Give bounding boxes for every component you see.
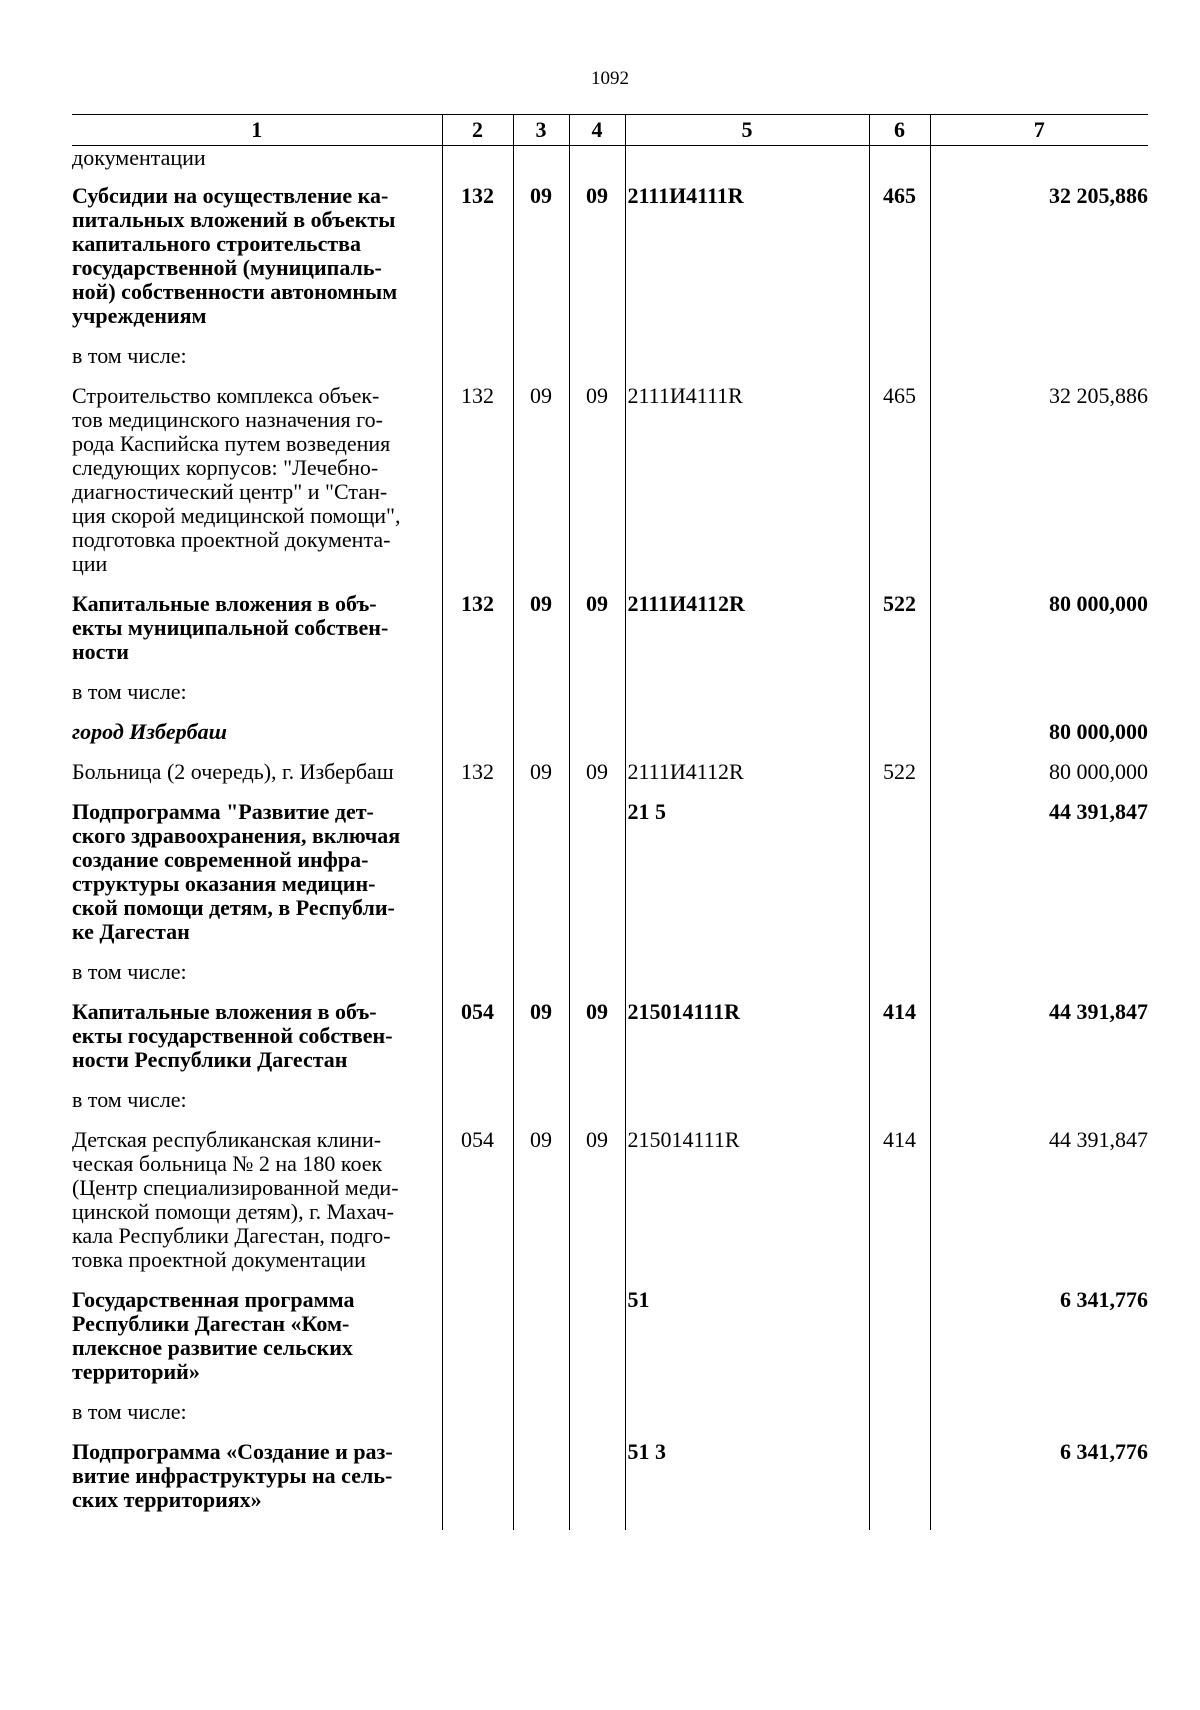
row-expense-type [869, 1400, 930, 1440]
row-name-line: Капитальные вложения в объ- [72, 591, 377, 616]
row-name-line: в том числе: [72, 679, 187, 704]
row-subsection: 09 [569, 384, 625, 592]
row-name [72, 592, 442, 680]
row-name [72, 1000, 442, 1088]
row-amount [930, 1400, 1148, 1440]
row-name-line: территорий» [72, 1359, 200, 1384]
row-admin-code [442, 800, 513, 960]
row-section [513, 680, 569, 720]
row-target-article [625, 1088, 869, 1128]
row-subsection: 09 [569, 592, 625, 680]
row-section [513, 1288, 569, 1400]
table-row [72, 146, 1148, 185]
row-admin-code [442, 1440, 513, 1530]
row-name-line: тов медицинского назначения го- [72, 407, 383, 432]
row-section: 09 [513, 592, 569, 680]
row-admin-code [442, 344, 513, 384]
table-row [72, 960, 1148, 1000]
row-expense-type [869, 960, 930, 1000]
row-expense-type [869, 1088, 930, 1128]
row-admin-code: 132 [442, 592, 513, 680]
row-admin-code [442, 720, 513, 760]
row-section [513, 146, 569, 185]
row-subsection [569, 720, 625, 760]
row-name [72, 1440, 442, 1530]
row-target-article [625, 146, 869, 185]
page-number: 1092 [591, 68, 629, 89]
row-expense-type: 522 [869, 760, 930, 800]
row-subsection [569, 680, 625, 720]
row-name-line: диагностический центр" и "Стан- [72, 479, 388, 504]
row-name [72, 1400, 442, 1440]
row-name-line: рода Каспийска путем возведения [72, 431, 391, 456]
row-name-line: витие инфраструктуры на сель- [72, 1463, 393, 1488]
row-amount: 80 000,000 [930, 720, 1148, 760]
table-row [72, 592, 1148, 680]
budget-table [72, 114, 1148, 1530]
column-header-5: 5 [625, 115, 869, 146]
row-subsection: 09 [569, 760, 625, 800]
row-expense-type [869, 1440, 930, 1530]
row-amount [930, 1088, 1148, 1128]
row-name [72, 184, 442, 344]
row-amount: 44 391,847 [930, 1128, 1148, 1288]
row-name-line: плексное развитие сельских [72, 1335, 353, 1360]
row-target-article: 51 [625, 1288, 869, 1400]
row-admin-code: 132 [442, 760, 513, 800]
row-name-line: ческая больница № 2 на 180 коек [72, 1151, 383, 1176]
row-admin-code [442, 1088, 513, 1128]
row-subsection: 09 [569, 184, 625, 344]
row-amount: 32 205,886 [930, 384, 1148, 592]
row-name-line: питальных вложений в объекты [72, 207, 396, 232]
row-amount: 44 391,847 [930, 1000, 1148, 1088]
row-name-line: Республики Дагестан «Ком- [72, 1311, 350, 1336]
row-name-line: в том числе: [72, 1399, 187, 1424]
row-subsection [569, 960, 625, 1000]
table-row [72, 1128, 1148, 1288]
row-amount: 80 000,000 [930, 592, 1148, 680]
row-admin-code [442, 1400, 513, 1440]
row-section: 09 [513, 760, 569, 800]
row-expense-type: 465 [869, 384, 930, 592]
row-name-line: ности Республики Дагестан [72, 1047, 348, 1072]
row-name-line: Подпрограмма "Развитие дет- [72, 799, 374, 824]
row-expense-type [869, 720, 930, 760]
row-target-article [625, 344, 869, 384]
row-amount: 6 341,776 [930, 1440, 1148, 1530]
table-row [72, 800, 1148, 960]
row-expense-type [869, 680, 930, 720]
row-section: 09 [513, 184, 569, 344]
row-name [72, 680, 442, 720]
row-section [513, 800, 569, 960]
row-section [513, 1440, 569, 1530]
row-target-article: 21 5 [625, 800, 869, 960]
row-name-line: ции [72, 551, 108, 576]
row-target-article [625, 680, 869, 720]
row-name-line: ского здравоохранения, включая [72, 823, 401, 848]
row-name-line: Больница (2 очередь), г. Избербаш [72, 759, 394, 784]
row-subsection [569, 344, 625, 384]
row-name-line: структуры оказания медицин- [72, 871, 376, 896]
row-admin-code: 132 [442, 184, 513, 344]
row-name-line: следующих корпусов: "Лечебно- [72, 455, 379, 480]
row-name [72, 1128, 442, 1288]
table-row [72, 344, 1148, 384]
row-section [513, 1088, 569, 1128]
row-target-article: 2111И4111R [625, 184, 869, 344]
row-amount [930, 960, 1148, 1000]
row-target-article: 2111И4112R [625, 760, 869, 800]
row-target-article [625, 1400, 869, 1440]
row-expense-type [869, 344, 930, 384]
row-name-line: учреждениям [72, 303, 207, 328]
row-section: 09 [513, 1128, 569, 1288]
row-name-line: создание современной инфра- [72, 847, 369, 872]
row-target-article: 51 3 [625, 1440, 869, 1530]
row-expense-type: 465 [869, 184, 930, 344]
row-target-article [625, 720, 869, 760]
row-name-line: в том числе: [72, 1087, 187, 1112]
row-name-line: капитального строительства [72, 231, 362, 256]
row-target-article [625, 960, 869, 1000]
row-name [72, 720, 442, 760]
table-body [72, 146, 1148, 1531]
row-amount [930, 146, 1148, 185]
row-name-line: (Центр специализированной меди- [72, 1175, 399, 1200]
row-amount [930, 680, 1148, 720]
row-section [513, 1400, 569, 1440]
row-subsection [569, 1088, 625, 1128]
row-subsection [569, 1400, 625, 1440]
row-amount: 6 341,776 [930, 1288, 1148, 1400]
row-name-line: государственной (муниципаль- [72, 255, 382, 280]
row-amount: 44 391,847 [930, 800, 1148, 960]
row-admin-code: 054 [442, 1128, 513, 1288]
column-header-1: 1 [72, 115, 442, 146]
row-expense-type [869, 800, 930, 960]
row-name [72, 146, 442, 185]
row-amount: 80 000,000 [930, 760, 1148, 800]
row-target-article: 215014111R [625, 1000, 869, 1088]
row-expense-type: 522 [869, 592, 930, 680]
row-name-line: документации [72, 145, 206, 170]
row-admin-code [442, 680, 513, 720]
row-name-line: екты муниципальной собствен- [72, 615, 389, 640]
row-name-line: ской помощи детям, в Республи- [72, 895, 395, 920]
row-name [72, 384, 442, 592]
row-name-line: ских территориях» [72, 1487, 262, 1512]
row-name-line: Подпрограмма «Создание и раз- [72, 1439, 393, 1464]
row-name-line: ке Дагестан [72, 919, 190, 944]
row-target-article: 2111И4112R [625, 592, 869, 680]
row-expense-type [869, 1288, 930, 1400]
row-name-line: в том числе: [72, 343, 187, 368]
row-subsection [569, 1440, 625, 1530]
table-header-row [72, 115, 1148, 146]
row-name-line: Детская республиканская клини- [72, 1127, 382, 1152]
row-name-line: ция скорой медицинской помощи", [72, 503, 401, 528]
row-name-line: Субсидии на осуществление ка- [72, 183, 389, 208]
row-name [72, 760, 442, 800]
row-name-line: товка проектной документации [72, 1247, 366, 1272]
row-section [513, 344, 569, 384]
table-row [72, 1088, 1148, 1128]
row-expense-type: 414 [869, 1128, 930, 1288]
row-name-line: ной) собственности автономным [72, 279, 398, 304]
column-header-4: 4 [569, 115, 625, 146]
row-subsection [569, 800, 625, 960]
row-admin-code: 054 [442, 1000, 513, 1088]
row-name-line: ности [72, 639, 129, 664]
row-admin-code [442, 1288, 513, 1400]
table-row [72, 1000, 1148, 1088]
row-name [72, 344, 442, 384]
row-amount: 32 205,886 [930, 184, 1148, 344]
row-name-line: екты государственной собствен- [72, 1023, 393, 1048]
row-subsection: 09 [569, 1000, 625, 1088]
table-row [72, 184, 1148, 344]
row-admin-code [442, 960, 513, 1000]
row-name-line: цинской помощи детям), г. Махач- [72, 1199, 394, 1224]
row-section [513, 960, 569, 1000]
row-subsection: 09 [569, 1128, 625, 1288]
row-expense-type: 414 [869, 1000, 930, 1088]
row-admin-code [442, 146, 513, 185]
row-name-line: подготовка проектной документа- [72, 527, 391, 552]
table-row [72, 1400, 1148, 1440]
row-target-article: 2111И4111R [625, 384, 869, 592]
row-subsection [569, 1288, 625, 1400]
row-section: 09 [513, 384, 569, 592]
row-target-article: 215014111R [625, 1128, 869, 1288]
row-expense-type [869, 146, 930, 185]
row-subsection [569, 146, 625, 185]
row-section: 09 [513, 1000, 569, 1088]
row-admin-code: 132 [442, 384, 513, 592]
column-header-6: 6 [869, 115, 930, 146]
row-name-line: Капитальные вложения в объ- [72, 999, 377, 1024]
row-name-line: в том числе: [72, 959, 187, 984]
row-name-line: город Избербаш [72, 719, 227, 744]
table-row [72, 384, 1148, 592]
table-row [72, 1288, 1148, 1400]
table-row [72, 1440, 1148, 1530]
row-name [72, 960, 442, 1000]
table-row [72, 680, 1148, 720]
row-name-line: Государственная программа [72, 1287, 355, 1312]
table-row [72, 760, 1148, 800]
column-header-2: 2 [442, 115, 513, 146]
row-name [72, 800, 442, 960]
row-name [72, 1288, 442, 1400]
row-name-line: кала Республики Дагестан, подго- [72, 1223, 391, 1248]
column-header-3: 3 [513, 115, 569, 146]
row-name-line: Строительство комплекса объек- [72, 383, 380, 408]
column-header-7: 7 [930, 115, 1148, 146]
table-row [72, 720, 1148, 760]
row-section [513, 720, 569, 760]
row-amount [930, 344, 1148, 384]
row-name [72, 1088, 442, 1128]
